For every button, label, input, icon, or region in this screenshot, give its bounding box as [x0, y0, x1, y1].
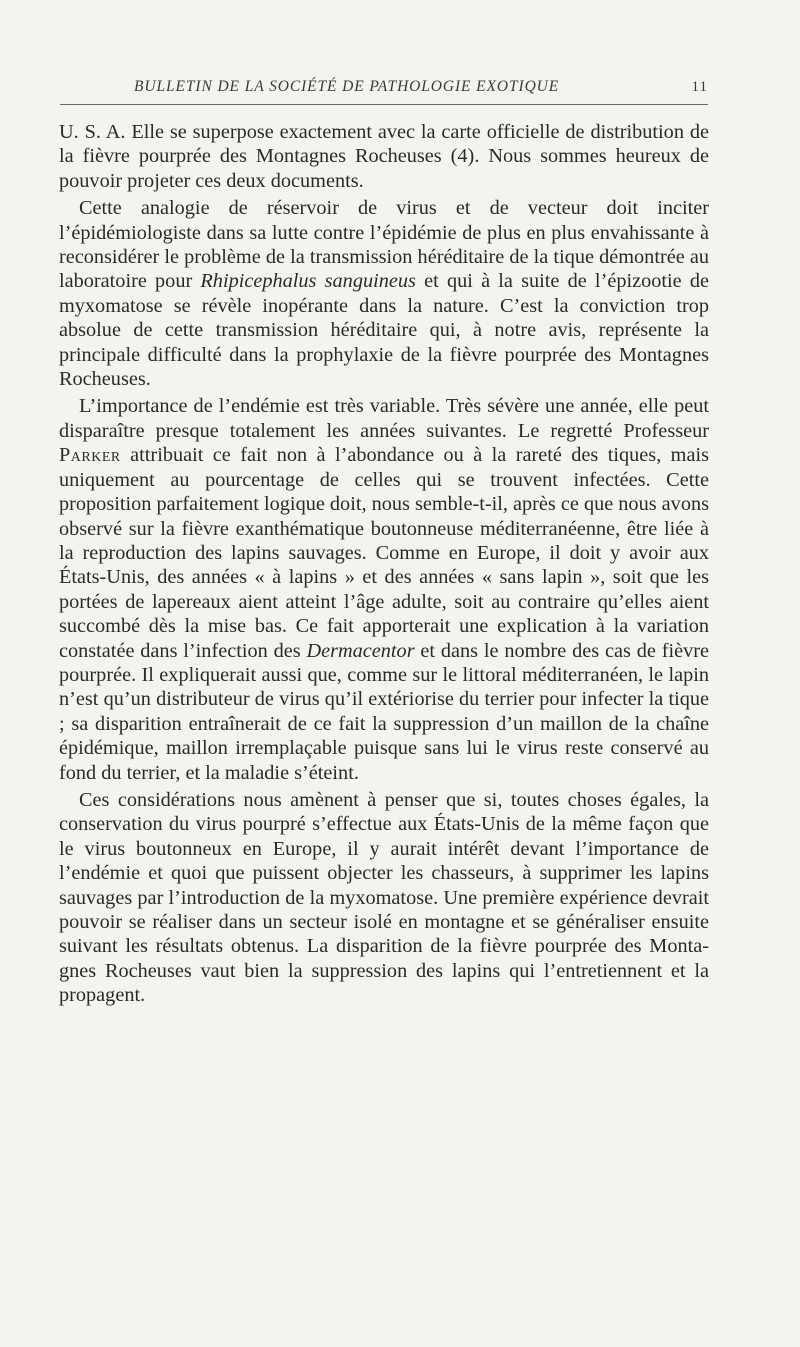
paragraph-4-text: Ces considérations nous amènent à penser que si, toutes choses égales, la conservation du virus pourpré s’effectue aux États-Unis de la même façon que le virus boutonneux en Europe, il y aurait intérêt devant l’importance de l’endémie et quoi que puissent objecter les chasseurs, à supprimer les lapins sauvages par l’introduction de la myxomatose. Une première expérience devrait pouvoir se réaliser dans un secteur isolé en montagne et se généraliser ensuite suivant les résultats obtenus. La disparition de la fièvre pourprée des Montagnes Rocheuses vaut bien la suppression des lapins qui l’entretiennent et la propagent.: [59, 788, 709, 1007]
author-name: Parker: [59, 444, 121, 467]
genus-name: Dermacentor: [306, 639, 415, 662]
article-body: [59, 120, 709, 1008]
paragraph-1-text: U. S. A. Elle se superpose exactement avec la carte officielle de distribution de la fièvre pourprée des Montagnes Rocheuses (4). Nous sommes heureux de pouvoir projeter ces deux documents.: [59, 121, 709, 192]
running-title: BULLETIN DE LA SOCIÉTÉ DE PATHOLOGIE EXOTIQUE: [134, 78, 560, 95]
paragraph-4: [59, 788, 709, 1008]
paragraph-2: [59, 196, 709, 391]
paragraph-1: [59, 120, 709, 193]
paragraph-2-text-after: et qui à la suite de l’épizootie de myxomatose se révèle inopérante dans la nature. C’est la conviction trop absolue de cette transmission héréditaire qui, à notre avis, représente la principale difficulté dans la prophylaxie de la fièvre pourprée des Montagnes Rocheuses.: [59, 270, 709, 391]
species-name: Rhipicephalus sanguineus: [200, 270, 416, 293]
page-number: 11: [691, 79, 708, 95]
paragraph-3-part-1: L’importance de l’endémie est très variable. Très sévère une année, elle peut disparaître presque totalement les années suivantes. Le regretté Professeur: [59, 395, 709, 442]
paragraph-3-part-3: et dans le nombre des cas de fièvre pourprée. Il expliquerait aussi que, comme sur le littoral méditerranéen, le lapin n’est qu’un distributeur de virus qu’il extériorise du terrier pour infecter la tique ; sa disparition entraînerait de ce fait la suppression d’un maillon de la chaîne épidémique, maillon irremplaçable puisque sans lui le virus reste conservé au fond du terrier, et la maladie s’éteint.: [59, 639, 709, 784]
paragraph-3-part-2: attribuait ce fait non à l’abondance ou à la rareté des tiques, mais uniquement au pourcentage de celles qui se trouvent infectées. Cette proposition parfaitement logique doit, nous semble-t-il, après ce que nous avons observé sur la fièvre exanthématique boutonneuse méditerranéenne, être liée à la reproduction des lapins sauvages. Comme en Europe, il doit y avoir aux États-Unis, des années « à lapins » et des années « sans lapin », soit que les portées de lapereaux aient atteint l’âge adulte, soit au contraire qu’elles aient succombé dès la mise bas. Ce fait apporterait une explication à la variation constatée dans l’infection des: [59, 444, 709, 662]
running-header: [60, 78, 708, 105]
paragraph-3: [59, 394, 709, 785]
paragraph-2-text-before: Cette analogie de réservoir de virus et de vecteur doit inciter l’épidémiologiste dans sa lutte contre l’épidémie de plus en plus envahissante à reconsidérer le problème de la transmission héréditaire de la tique démontrée au laboratoire pour: [59, 197, 709, 293]
